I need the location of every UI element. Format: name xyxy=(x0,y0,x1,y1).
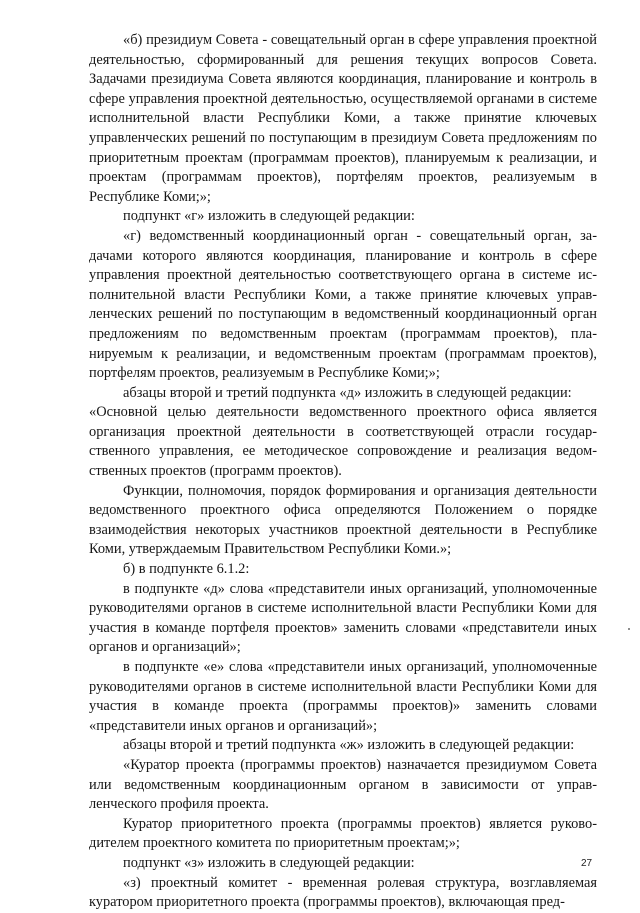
paragraph-subpoint-6-1-2: б) в подпункте 6.1.2: xyxy=(123,561,250,578)
page-number: 27 xyxy=(581,858,593,869)
paragraph-subpoint-g-intro: подпункт «г» изложить в следующей редакции: xyxy=(123,208,415,225)
margin-mark xyxy=(628,628,630,630)
paragraph-subpoint-e-words: в подпункте «е» слова «представители иных организаций, уполномоченные руководителями органов в системе исполнительной власти Республики Коми для участия в команде проекта (программы проектов)» заменить словами «представители иных органов и организаций»; xyxy=(89,659,597,734)
paragraph-subpoint-d-words: в подпункте «д» слова «представители иных организаций, уполномоченные руководителями органов в системе исполнительной власти Республики Коми для участия в команде портфеля проектов» заменить словами «представители иных органов и организаций»; xyxy=(89,580,597,656)
paragraph-project-curator: «Куратор проекта (программы проектов) назначается президиумом Совета или ведомственным координационным органом в зависимости от управленческого профиля проекта. xyxy=(89,756,597,813)
paragraph-priority-curator: Куратор приоритетного проекта (программы проектов) является руководителем проектного комитета по приоритетным проектам;»; xyxy=(89,815,597,852)
paragraph-project-office-functions: Функции, полномочия, порядок формирования и организация деятельности ведомственного проектного офиса определяются Положением о порядке взаимодействия некоторых участников проектной деятельности в Республике Коми, утверждаемым Правительством Республики Коми.»; xyxy=(89,482,597,558)
paragraph-subpoint-d-intro: абзацы второй и третий подпункта «д» изложить в следующей редакции: xyxy=(123,384,572,401)
paragraph-coordination-body: «г) ведомственный координационный орган - совещательный орган, задачами которого являются координация, планирование и контроль в сфере управления проектной деятельностью соответствующего органа в системе исполнительной власти Республики Коми, а также принятие ключевых управленческих решений по поступающим в ведомственный координационный орган предложениям по ведомственным проектам (программам проектов), планируемым к реализации, и ведомственным проектам (программам проектов), портфелям проектов, реализуемым в Республике Коми;»; xyxy=(89,227,597,382)
document-body xyxy=(89,31,597,913)
paragraph-subpoint-z-intro: подпункт «з» изложить в следующей редакции: xyxy=(123,854,415,871)
paragraph-subpoint-zh-intro: абзацы второй и третий подпункта «ж» изложить в следующей редакции: xyxy=(123,737,575,754)
paragraph-presidium: «б) президиум Совета - совещательный орган в сфере управления проектной деятельностью, сформированный для решения текущих вопросов Совета. Задачами президиума Совета являются координация, планирование и контроль в сфере управления проектной деятельностью, осуществляемой органами в системе исполнительной власти Республики Коми, а также принятие ключевых управленческих решений по поступающим в президиум Совета предложениям по приоритетным проектам (программам проектов), планируемым к реализации, и проектам (программам проектов), портфелям проектов, реализуемым в Республике Коми;»; xyxy=(89,32,597,205)
paragraph-project-office-goal: «Основной целью деятельности ведомственного проектного офиса является организация проектной деятельности в соответствующей отрасли государственного управления, ее методическое сопровождение и реализация ведомственных проектов (программ проектов). xyxy=(89,404,597,480)
paragraph-project-committee: «з) проектный комитет - временная ролевая структура, возглавляемая куратором приоритетного проекта (программы проектов), включающая пред- xyxy=(89,874,597,911)
